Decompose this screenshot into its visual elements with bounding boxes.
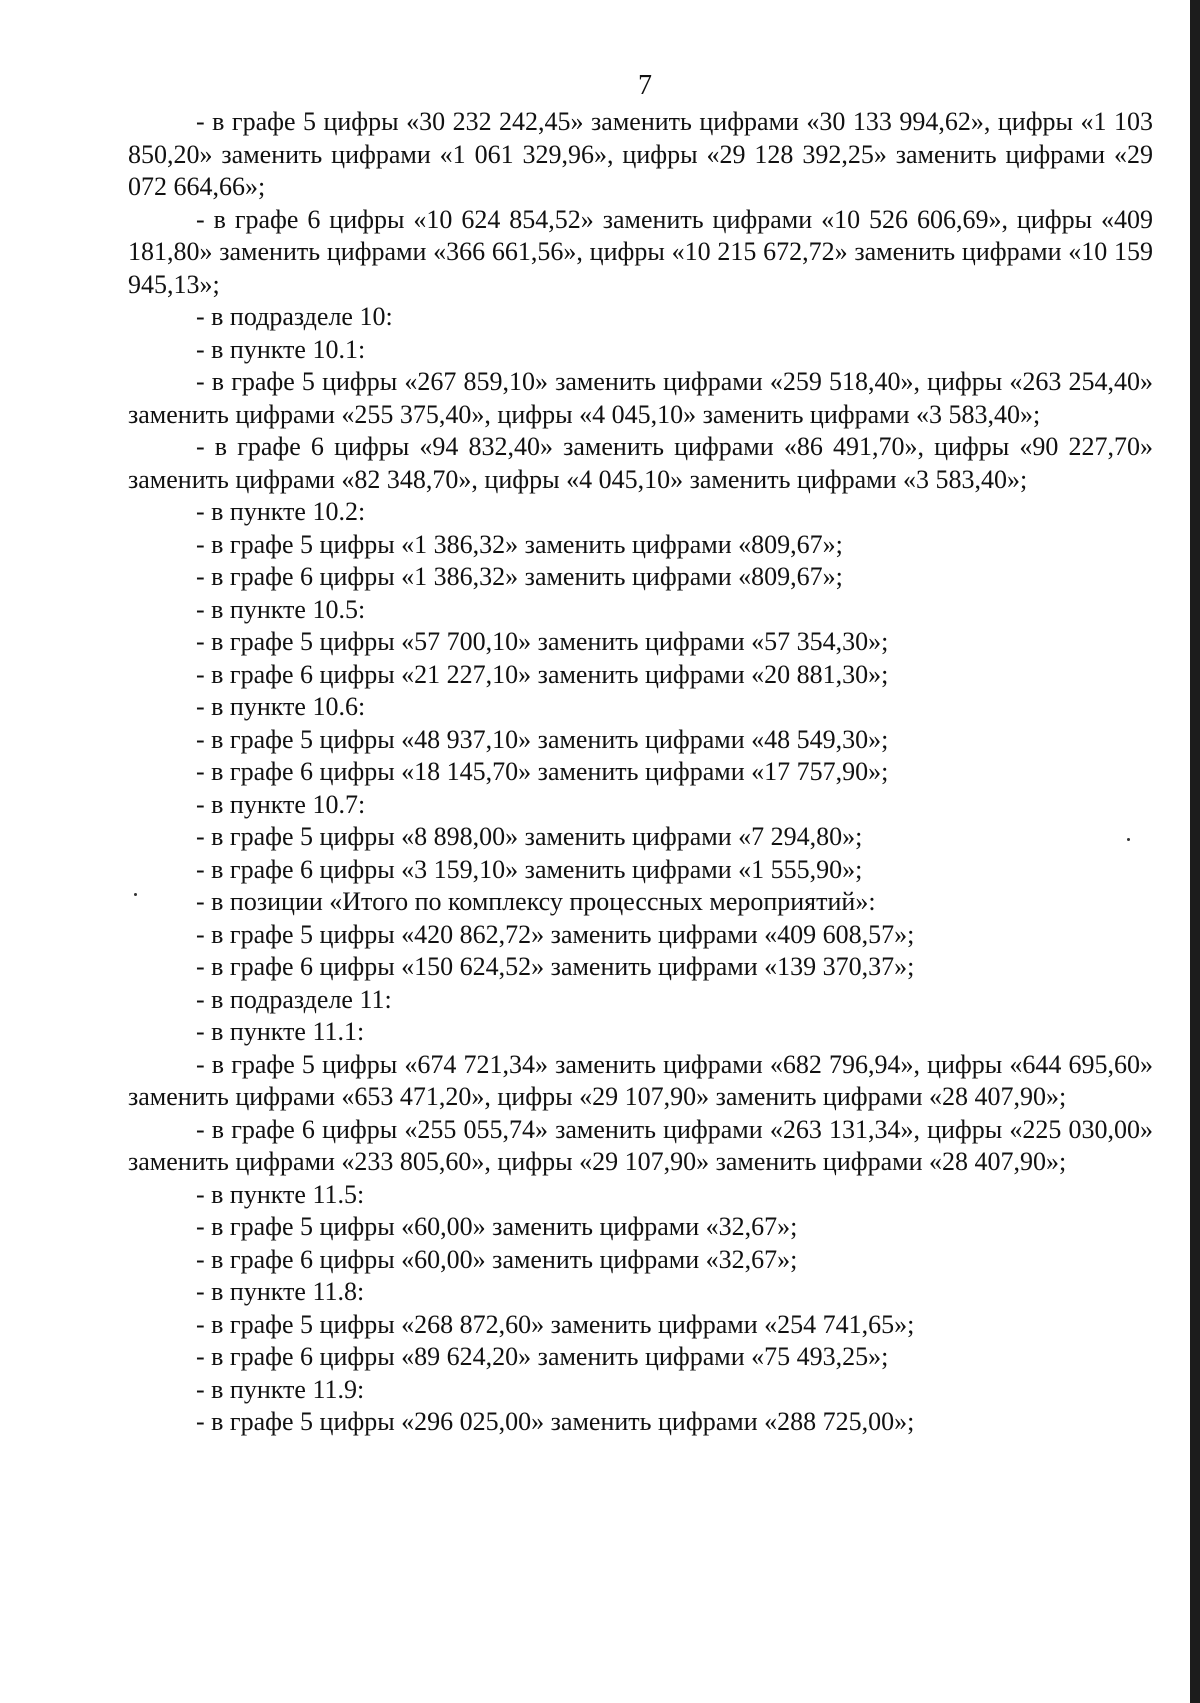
amendment-line: - в графе 5 цифры «674 721,34» заменить цифрами «682 796,94», цифры «644 695,60» заменить цифрами «653 471,20», цифры «29 107,90» заменить цифрами «28 407,90»; bbox=[128, 1049, 1153, 1111]
amendment-line: - в графе 5 цифры «30 232 242,45» заменить цифрами «30 133 994,62», цифры «1 103 850,20» заменить цифрами «1 061 329,96», цифры «29 128 392,25» заменить цифрами «29 072 664,66»; bbox=[128, 107, 1153, 201]
amendment-line: - в пункте 11.5: bbox=[196, 1179, 365, 1209]
amendment-line: - в пункте 10.6: bbox=[196, 692, 366, 721]
amendment-line: - в графе 6 цифры «60,00» заменить цифрами «32,67»; bbox=[196, 1244, 798, 1274]
amendment-line: - в пункте 11.1: bbox=[196, 1017, 365, 1046]
amendment-line: - в графе 5 цифры «296 025,00» заменить цифрами «288 725,00»; bbox=[196, 1407, 915, 1436]
amendment-line: - в подразделе 10: bbox=[196, 302, 393, 331]
amendment-line: - в позиции «Итого по комплексу процессных мероприятий»: bbox=[196, 887, 876, 916]
amendment-line: - в графе 6 цифры «150 624,52» заменить цифрами «139 370,37»; bbox=[196, 952, 915, 981]
amendment-line: - в пункте 11.8: bbox=[196, 1277, 365, 1306]
amendment-line: - в графе 6 цифры «3 159,10» заменить цифрами «1 555,90»; bbox=[196, 854, 863, 884]
amendment-line: - в графе 6 цифры «10 624 854,52» заменить цифрами «10 526 606,69», цифры «409 181,80» заменить цифрами «366 661,56», цифры «10 215 672,72» заменить цифрами «10 159 945,13»; bbox=[128, 204, 1153, 299]
amendment-line: - в графе 5 цифры «1 386,32» заменить цифрами «809,67»; bbox=[196, 529, 843, 559]
amendment-line: - в пункте 10.2: bbox=[196, 497, 366, 526]
amendment-line: - в графе 6 цифры «94 832,40» заменить цифрами «86 491,70», цифры «90 227,70» заменить цифрами «82 348,70», цифры «4 045,10» заменить цифрами «3 583,40»; bbox=[128, 432, 1153, 494]
amendment-line: - в графе 5 цифры «8 898,00» заменить цифрами «7 294,80»; bbox=[196, 822, 863, 851]
scan-edge bbox=[1190, 0, 1200, 1703]
amendment-line: - в графе 5 цифры «48 937,10» заменить цифрами «48 549,30»; bbox=[196, 724, 889, 754]
amendment-line: - в пункте 10.5: bbox=[196, 594, 366, 624]
amendment-line: - в пункте 10.7: bbox=[196, 789, 366, 819]
amendment-line: - в пункте 11.9: bbox=[196, 1374, 365, 1404]
amendment-line: - в графе 5 цифры «60,00» заменить цифрами «32,67»; bbox=[196, 1212, 798, 1241]
amendment-line: - в пункте 10.1: bbox=[196, 334, 366, 364]
amendment-line: - в графе 6 цифры «255 055,74» заменить цифрами «263 131,34», цифры «225 030,00» заменить цифрами «233 805,60», цифры «29 107,90» заменить цифрами «28 407,90»; bbox=[128, 1114, 1153, 1176]
amendment-line: - в графе 5 цифры «267 859,10» заменить цифрами «259 518,40», цифры «263 254,40» заменить цифрами «255 375,40», цифры «4 045,10» заменить цифрами «3 583,40»; bbox=[128, 367, 1153, 429]
amendment-line: - в графе 5 цифры «420 862,72» заменить цифрами «409 608,57»; bbox=[196, 919, 915, 949]
amendment-line: - в графе 6 цифры «1 386,32» заменить цифрами «809,67»; bbox=[196, 562, 843, 591]
amendment-line: - в графе 6 цифры «89 624,20» заменить цифрами «75 493,25»; bbox=[196, 1342, 889, 1371]
page-number: 7 bbox=[638, 70, 652, 101]
amendment-line: - в графе 6 цифры «18 145,70» заменить цифрами «17 757,90»; bbox=[196, 757, 889, 786]
amendment-line: - в графе 5 цифры «268 872,60» заменить цифрами «254 741,65»; bbox=[196, 1309, 915, 1339]
document-body bbox=[128, 106, 1153, 1439]
amendment-line: - в графе 5 цифры «57 700,10» заменить цифрами «57 354,30»; bbox=[196, 627, 889, 656]
amendment-line: - в подразделе 11: bbox=[196, 984, 392, 1014]
amendment-line: - в графе 6 цифры «21 227,10» заменить цифрами «20 881,30»; bbox=[196, 659, 889, 689]
